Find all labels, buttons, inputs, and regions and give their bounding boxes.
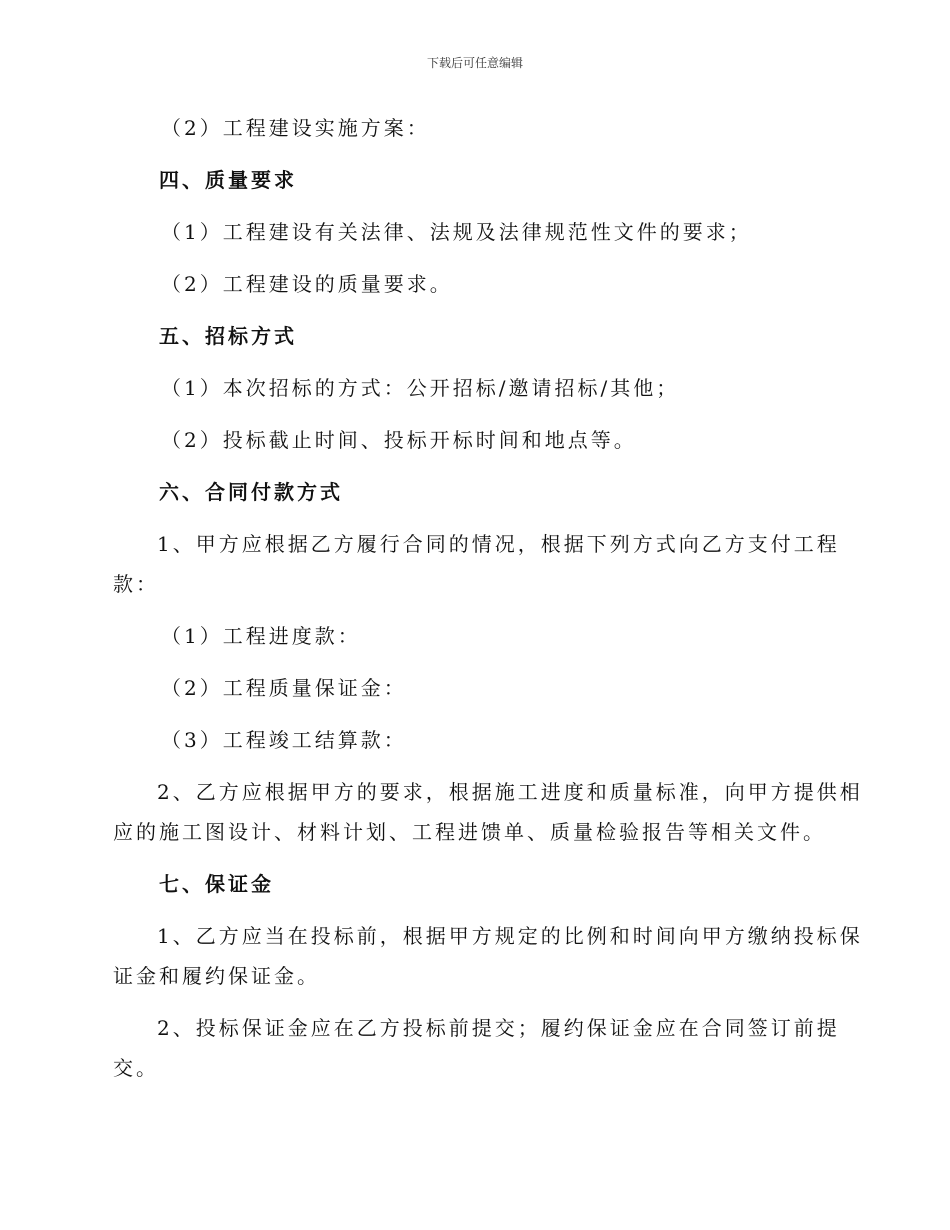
paragraph-line: 1、乙方应当在投标前，根据甲方规定的比例和时间向甲方缴纳投标保 xyxy=(157,924,863,948)
list-item: （2）工程质量保证金： xyxy=(161,676,407,700)
list-item: （2）工程建设实施方案： xyxy=(161,116,430,140)
section-heading: 五、招标方式 xyxy=(159,324,297,348)
paragraph-line: 应的施工图设计、材料计划、工程进馈单、质量检验报告等相关文件。 xyxy=(113,820,826,844)
section-heading: 四、质量要求 xyxy=(159,168,297,192)
list-item: （1）工程建设有关法律、法规及法律规范性文件的要求； xyxy=(161,220,752,244)
paragraph-line: 款： xyxy=(113,572,159,596)
paragraph-line: 1、甲方应根据乙方履行合同的情况，根据下列方式向乙方支付工程 xyxy=(157,532,840,556)
list-item: （1）工程进度款： xyxy=(161,624,361,648)
list-item: （2）工程建设的质量要求。 xyxy=(161,272,453,296)
list-item: （1）本次招标的方式：公开招标/邀请招标/其他； xyxy=(161,376,680,400)
document-body xyxy=(113,108,863,1088)
list-item: （3）工程竣工结算款： xyxy=(161,728,407,752)
section-heading: 七、保证金 xyxy=(159,872,274,896)
section-heading: 六、合同付款方式 xyxy=(159,480,343,504)
paragraph-line: 2、投标保证金应在乙方投标前提交；履约保证金应在合同签订前提 xyxy=(157,1016,840,1040)
list-item: （2）投标截止时间、投标开标时间和地点等。 xyxy=(161,428,637,452)
paragraph-line: 证金和履约保证金。 xyxy=(113,964,320,988)
paragraph-line: 交。 xyxy=(113,1056,159,1080)
paragraph-line: 2、乙方应根据甲方的要求，根据施工进度和质量标准，向甲方提供相 xyxy=(157,780,863,804)
page-header-note: 下载后可任意编辑 xyxy=(426,56,523,70)
